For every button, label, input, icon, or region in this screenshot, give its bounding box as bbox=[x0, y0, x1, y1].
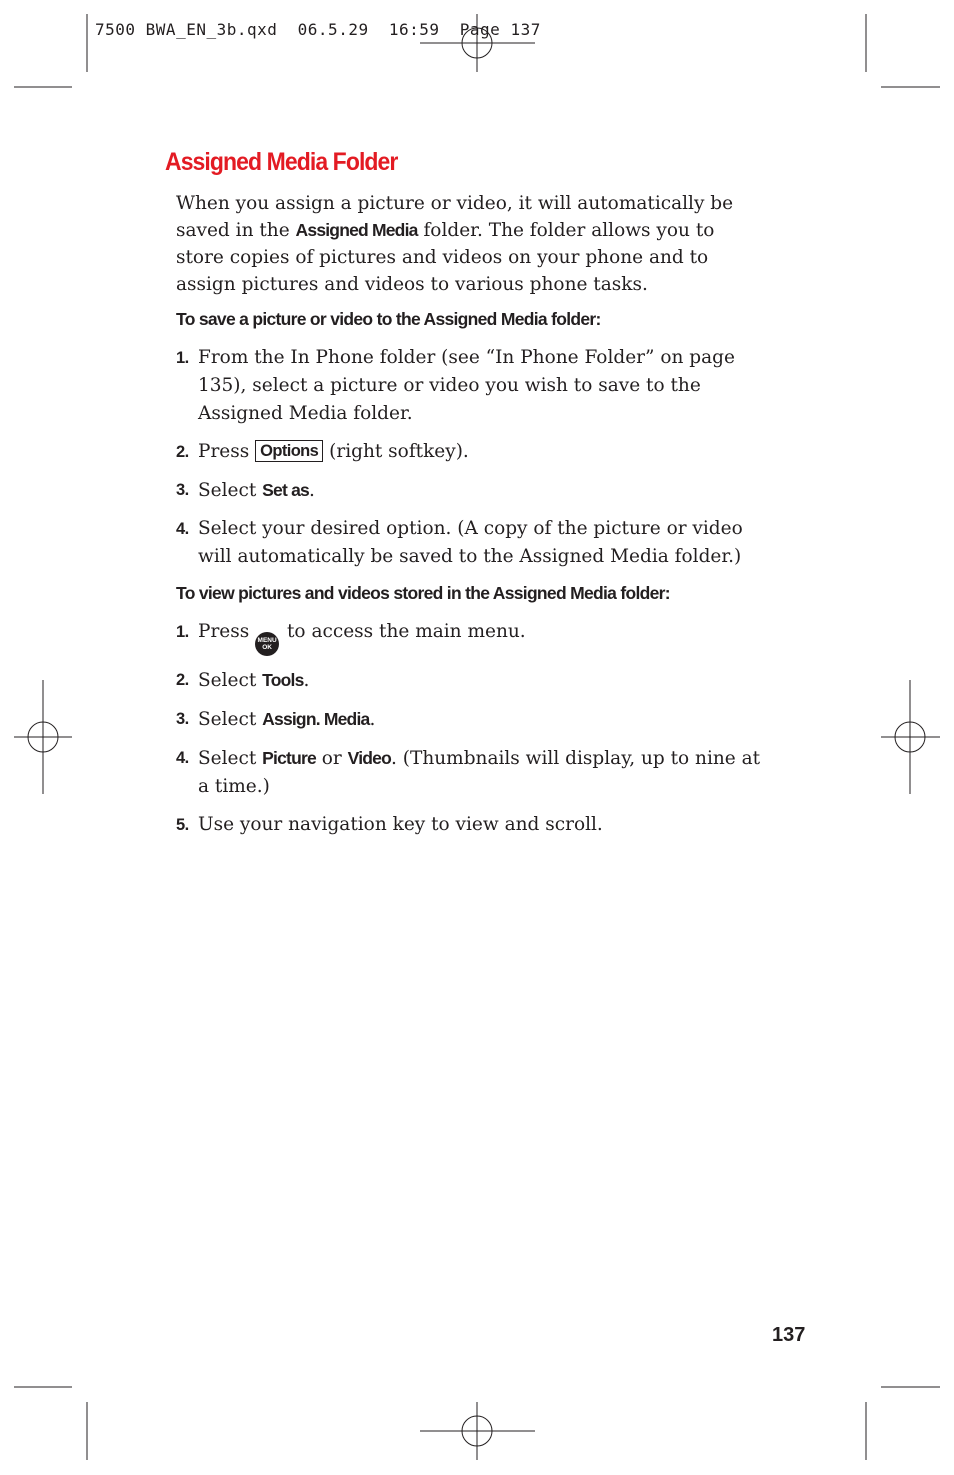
step-number: 1. bbox=[176, 623, 189, 641]
tools-keyword: Tools bbox=[262, 670, 304, 690]
intro-text-after: folder. The folder allows you to store copies of pictures and videos on your phone and to assign pictures and videos to various phone tasks. bbox=[176, 220, 715, 295]
step-number: 5. bbox=[176, 816, 189, 834]
list-item bbox=[176, 811, 766, 839]
step-number: 1. bbox=[176, 349, 189, 367]
step-text: From the In Phone folder (see “In Phone Folder” on page 135), select a picture or video you wish to save to the Assigned Media folder. bbox=[198, 347, 735, 424]
section-title: Assigned Media Folder bbox=[165, 148, 398, 176]
step-text-middle: or bbox=[315, 748, 348, 769]
menu-key-bottom-label: OK bbox=[262, 644, 272, 651]
intro-paragraph bbox=[176, 190, 766, 298]
step-number: 2. bbox=[176, 443, 189, 461]
view-procedure-heading: To view pictures and videos stored in the Assigned Media folder: bbox=[176, 583, 670, 603]
step-number: 3. bbox=[176, 710, 189, 728]
step-text: Use your navigation key to view and scroll. bbox=[198, 814, 603, 835]
step-number: 4. bbox=[176, 749, 189, 767]
page-number: 137 bbox=[772, 1324, 806, 1346]
picture-keyword: Picture bbox=[262, 748, 316, 768]
step-number: 2. bbox=[176, 671, 189, 689]
step-text-after: . bbox=[369, 709, 376, 730]
step-text-before: Select bbox=[198, 670, 263, 691]
list-item bbox=[176, 515, 766, 571]
set-as-keyword: Set as bbox=[262, 480, 309, 500]
step-text-before: Select bbox=[198, 709, 263, 730]
step-text: Select your desired option. (A copy of the picture or video will automatically be saved to the Assigned Media folder.) bbox=[198, 518, 743, 567]
step-text-before: Press bbox=[198, 441, 256, 462]
video-keyword: Video bbox=[347, 748, 391, 768]
step-text-after: . bbox=[303, 670, 310, 691]
step-text-after: . bbox=[308, 480, 315, 501]
assigned-media-keyword: Assigned Media bbox=[295, 220, 418, 240]
list-item bbox=[176, 618, 766, 656]
save-procedure-heading: To save a picture or video to the Assigned Media folder: bbox=[176, 309, 601, 329]
step-text-after: to access the main menu. bbox=[281, 621, 526, 642]
list-item bbox=[176, 666, 766, 695]
step-text-before: Select bbox=[198, 480, 263, 501]
list-item bbox=[176, 744, 766, 801]
assign-media-keyword: Assign. Media bbox=[262, 709, 370, 729]
step-text-after: (right softkey). bbox=[323, 441, 469, 462]
step-text-before: Select bbox=[198, 748, 263, 769]
menu-ok-key-icon bbox=[255, 632, 279, 656]
intro-text-before: When you assign a picture or video, it will automatically be saved in the bbox=[176, 193, 734, 241]
list-item bbox=[176, 344, 766, 428]
step-text-before: Press bbox=[198, 621, 256, 642]
list-item bbox=[176, 705, 766, 734]
step-number: 3. bbox=[176, 481, 189, 499]
options-softkey-label: Options bbox=[255, 440, 323, 462]
step-number: 4. bbox=[176, 520, 189, 538]
save-steps-list bbox=[176, 344, 766, 581]
print-slug: 7500 BWA_EN_3b.qxd 06.5.29 16:59 Page 137 bbox=[95, 20, 541, 39]
list-item bbox=[176, 476, 766, 505]
menu-key-top-label: MENU bbox=[257, 637, 277, 644]
view-steps-list bbox=[176, 618, 766, 849]
step-text-after: . (Thumbnails will display, up to nine at a time.) bbox=[198, 748, 761, 797]
list-item bbox=[176, 438, 766, 466]
